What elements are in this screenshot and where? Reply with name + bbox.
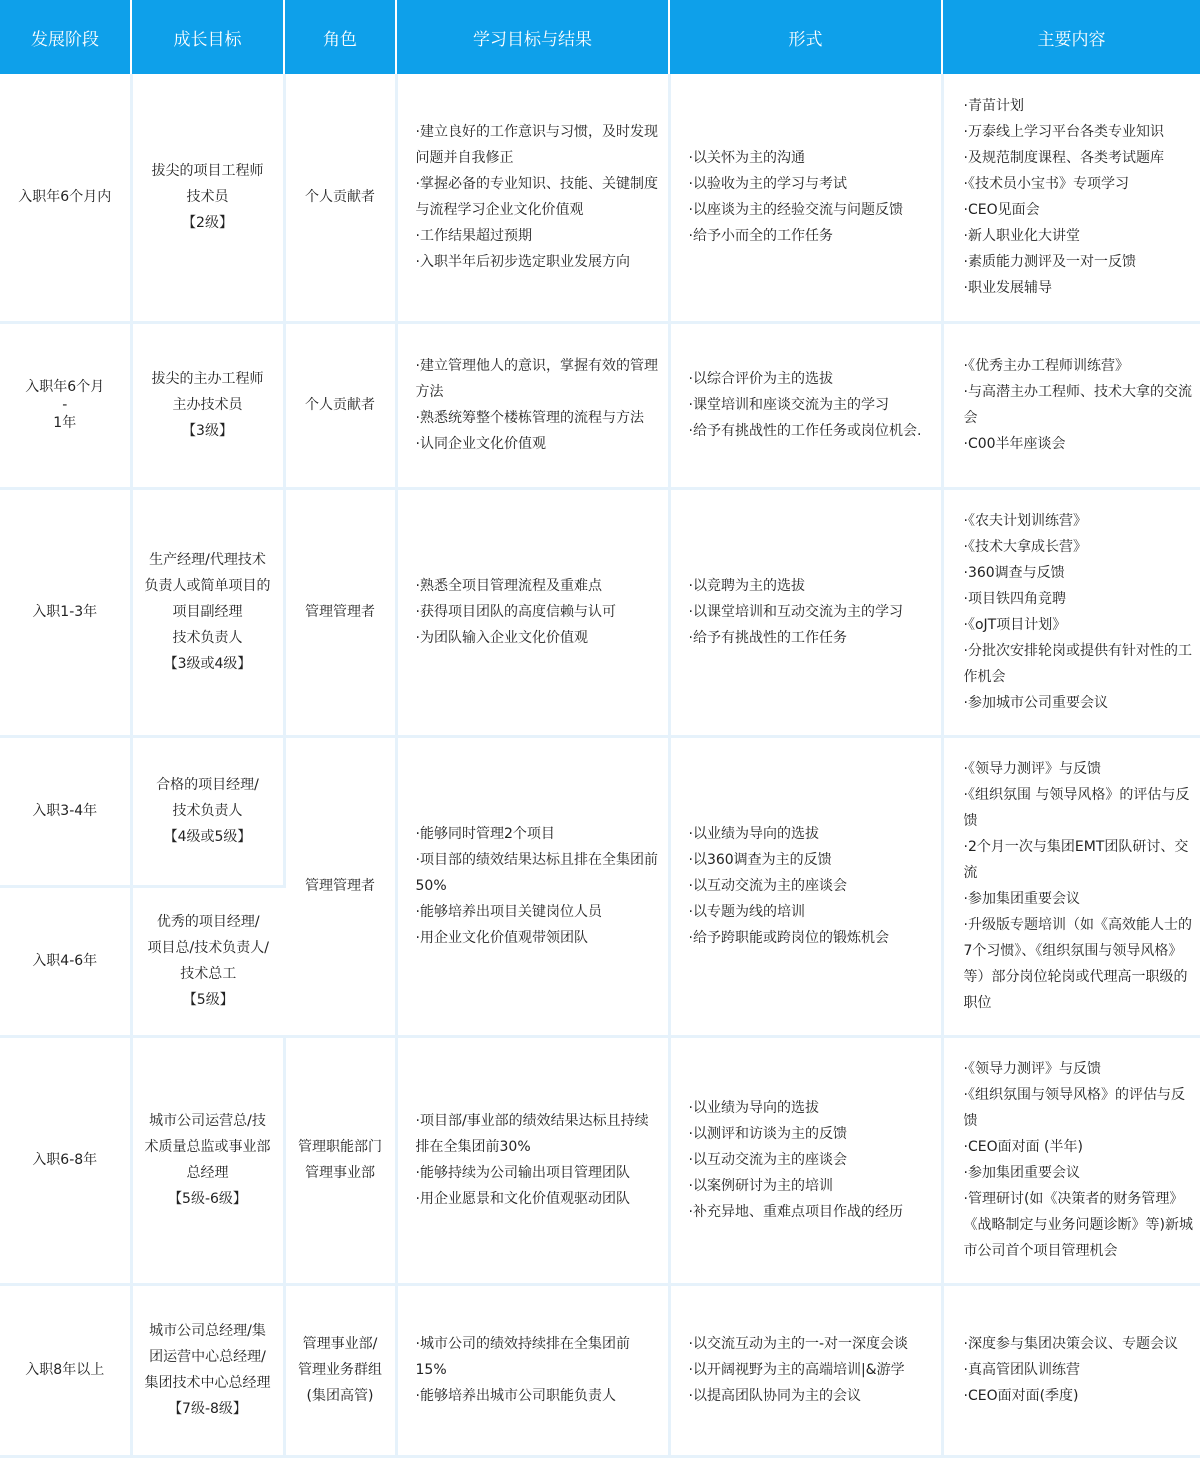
format-item: ·以关怀为主的沟通 [688,150,805,167]
goal-line: 【2级】 [182,215,233,232]
goal-cell [131,488,284,736]
goal-cell [131,1036,284,1284]
format-item: ·以业绩为导向的选拔 [688,1100,819,1116]
goal-line: 城市公司运营总/技 [149,1113,266,1129]
format-item: ·以座谈为主的经验交流与问题反馈 [688,202,903,219]
format-item: ·以提高团队协同为主的会议 [688,1388,861,1404]
goal-line: 合格的项目经理/ [156,777,259,793]
format-item: ·给予跨职能或跨岗位的锻炼机会 [688,930,889,946]
goal-line: 项目总/技术负责人/ [147,940,269,956]
header-role: 角色 [284,0,396,74]
goal-line: 技术员 [186,189,229,206]
format-item: ·以验收为主的学习与考试 [688,176,847,193]
role-line: 管理事业部/ [302,1336,378,1352]
content-item: ·万泰线上学习平台各类专业知识 [963,124,1164,141]
table-row [0,74,1200,322]
goal-cell [131,1284,284,1456]
goal-cell [131,74,284,322]
table-row [0,1284,1200,1456]
table-row [0,488,1200,736]
format-item: ·课堂培训和座谈交流为主的学习 [688,397,889,413]
objective-item: ·为团队输入企业文化价值观 [415,630,588,646]
content-item: ·《组织氛围与领导风格》的评估与反馈 [963,1087,1185,1129]
content-item: ·《农夫计划训练营》 [963,513,1087,529]
content-item: ·《优秀主办工程师训练营》 [963,358,1129,374]
format-item: ·以案例研讨为主的培训 [688,1178,833,1194]
goal-line: 城市公司总经理/集 [149,1323,266,1339]
format-item: ·以互动交流为主的座谈会 [688,878,847,894]
stage-cell [0,886,131,1036]
format-cell [669,1284,942,1456]
objectives-cell [396,1036,669,1284]
format-item: ·给予有挑战性的工作任务或岗位机会. [688,423,922,439]
objective-item: ·入职半年后初步选定职业发展方向 [415,254,630,271]
content-item: ·青苗计划 [963,98,1024,115]
stage-text: 入职1-3年 [32,604,98,620]
role-line: 管理职能部门 [298,1139,382,1155]
goal-cell [131,736,284,886]
objective-item: ·建立良好的工作意识与习惯，及时发现问题并自我修正 [415,124,658,167]
goal-line: 技术总工 [180,966,237,982]
format-item: ·以综合评价为主的选拔 [688,371,833,387]
content-item: ·素质能力测评及一对一反馈 [963,254,1136,271]
stage-text: 入职3-4年 [32,803,98,819]
format-cell [669,322,942,488]
role-line: 管理业务群组 [298,1362,382,1378]
format-item: ·给予有挑战性的工作任务 [688,630,847,646]
content-item: ·CEO面对面 (半年) [963,1139,1083,1155]
format-cell [669,1036,942,1284]
goal-line: 主办技术员 [172,397,243,413]
stage-cell [0,736,131,886]
content-item: ·参加集团重要会议 [963,1165,1080,1181]
content-item: ·《oJT项目计划》 [963,617,1067,633]
role-line: 管理管理者 [305,878,375,894]
stage-cell [0,1284,131,1456]
objective-item: ·城市公司的绩效持续排在全集团前15% [415,1336,630,1378]
header-objectives: 学习目标与结果 [396,0,669,74]
goal-line: 生产经理/代理技术 [149,552,266,568]
goal-line: 负责人或简单项目的 [144,578,271,594]
table-header-row [0,0,1200,74]
stage-text: 入职8年以上 [25,1362,105,1378]
content-item: ·分批次安排轮岗或提供有针对性的工作机会 [963,643,1192,685]
format-item: ·补充异地、重难点项目作战的经历 [688,1204,903,1220]
goal-line: 项目副经理 [172,604,243,620]
goal-line: 【7级-8级】 [168,1401,247,1417]
objective-item: ·工作结果超过预期 [415,228,532,245]
goal-line: 拔尖的主办工程师 [151,371,264,387]
goal-line: 【4级或5级】 [163,829,252,845]
goal-line: 团运营中心总经理/ [149,1349,266,1365]
content-item: ·与高潜主办工程师、技术大拿的交流会 [963,384,1192,426]
content-cell [942,1036,1200,1284]
objective-item: ·项目部/事业部的绩效结果达标且持续排在全集团前30% [415,1113,649,1155]
objectives-cell [396,1284,669,1456]
content-cell [942,736,1200,1036]
stage-text: - [62,397,68,413]
stage-text: 1年 [53,415,77,431]
header-format: 形式 [669,0,942,74]
format-item: ·给予小而全的工作任务 [688,228,833,245]
content-item: ·参加城市公司重要会议 [963,695,1108,711]
content-item: ·《领导力测评》与反馈 [963,1061,1101,1077]
role-cell [284,1284,396,1456]
format-item: ·以专题为线的培训 [688,904,805,920]
goal-line: 术质量总监或事业部 [144,1139,271,1155]
role-cell [284,736,396,1036]
goal-line: 集团技术中心总经理 [144,1375,271,1391]
objective-item: ·能够培养出城市公司职能负责人 [415,1388,616,1404]
objective-item: ·能够持续为公司输出项目管理团队 [415,1165,630,1181]
role-cell [284,488,396,736]
format-item: ·以开阔视野为主的高端培训|&游学 [688,1362,905,1378]
role-line: 个人贡献者 [305,189,375,206]
role-line: 个人贡献者 [305,397,375,413]
objective-item: ·掌握必备的专业知识、技能、关键制度与流程学习企业文化价值观 [415,176,658,219]
content-cell [942,322,1200,488]
header-content: 主要内容 [942,0,1200,74]
content-item: ·升级版专题培训（如《高效能人士的7个习惯》、《组织氛围与领导风格》等）部分岗位轮岗或代理高一职级的职位 [963,917,1192,1011]
objectives-cell [396,736,669,1036]
header-stage: 发展阶段 [0,0,131,74]
objective-item: ·项目部的绩效结果达标且排在全集团前50% [415,852,658,894]
goal-line: 技术负责人 [172,630,243,646]
content-item: ·360调查与反馈 [963,565,1065,581]
objective-item: ·熟悉统筹整个楼栋管理的流程与方法 [415,410,644,426]
content-item: ·深度参与集团决策会议、专题会议 [963,1336,1178,1352]
content-item: ·2个月一次与集团EMT团队研讨、交流 [963,839,1189,881]
stage-text: 入职年6个月内 [18,189,112,206]
content-item: ·《技术大拿成长营》 [963,539,1087,555]
format-item: ·以课堂培训和互动交流为主的学习 [688,604,903,620]
goal-line: 拔尖的项目工程师 [151,163,264,180]
content-item: ·职业发展辅导 [963,280,1052,297]
role-cell [284,1036,396,1284]
format-item: ·以竞聘为主的选拔 [688,578,805,594]
content-item: ·C00半年座谈会 [963,436,1066,452]
content-cell [942,488,1200,736]
header-goal: 成长目标 [131,0,284,74]
goal-cell [131,322,284,488]
goal-line: 【3级或4级】 [163,656,252,672]
content-item: ·项目铁四角竞聘 [963,591,1066,607]
stage-cell [0,322,131,488]
objective-item: ·认同企业文化价值观 [415,436,546,452]
role-cell [284,74,396,322]
objective-item: ·获得项目团队的高度信赖与认可 [415,604,616,620]
content-item: ·CEO面对面(季度) [963,1388,1079,1404]
format-item: ·以测评和访谈为主的反馈 [688,1126,847,1142]
role-line: 管理事业部 [305,1165,375,1181]
content-item: ·管理研讨(如《决策者的财务管理》《战略制定与业务问题诊断》等)新城市公司首个项目管理机会 [963,1191,1193,1259]
role-line: 管理管理者 [305,604,375,620]
role-line: (集团高管) [306,1388,374,1404]
goal-line: 总经理 [186,1165,229,1181]
content-cell [942,1284,1200,1456]
objective-item: ·用企业愿景和文化价值观驱动团队 [415,1191,630,1207]
table-row [0,322,1200,488]
goal-line: 【5级-6级】 [168,1191,247,1207]
format-item: ·以互动交流为主的座谈会 [688,1152,847,1168]
objective-item: ·用企业文化价值观带领团队 [415,930,588,946]
goal-line: 【5级】 [182,992,234,1008]
goal-line: 【3级】 [182,423,233,439]
format-cell [669,736,942,1036]
stage-cell [0,74,131,322]
objective-item: ·能够同时管理2个项目 [415,826,555,842]
content-item: ·参加集团重要会议 [963,891,1080,907]
stage-text: 入职6-8年 [32,1152,98,1168]
content-item: ·《技术员小宝书》专项学习 [963,176,1129,193]
objectives-cell [396,74,669,322]
format-item: ·以360调查为主的反馈 [688,852,832,868]
goal-line: 技术负责人 [172,803,243,819]
format-cell [669,74,942,322]
objective-item: ·能够培养出项目关键岗位人员 [415,904,602,920]
content-cell [942,74,1200,322]
content-item: ·及规范制度课程、各类考试题库 [963,150,1164,167]
content-item: ·新人职业化大讲堂 [963,228,1080,245]
table-row [0,1036,1200,1284]
table-row [0,736,1200,886]
goal-cell [131,886,284,1036]
role-cell [284,322,396,488]
stage-cell [0,1036,131,1284]
objective-item: ·熟悉全项目管理流程及重难点 [415,578,602,594]
objective-item: ·建立管理他人的意识，掌握有效的管理方法 [415,358,658,400]
content-item: ·《组织氛围 与领导风格》的评估与反馈 [963,787,1190,829]
content-item: ·真高管团队训练营 [963,1362,1080,1378]
objectives-cell [396,488,669,736]
stage-text: 入职年6个月 [25,379,105,395]
format-item: ·以交流互动为主的一-对一深度会谈 [688,1336,909,1352]
content-item: ·CEO见面会 [963,202,1040,219]
format-item: ·以业绩为导向的选拔 [688,826,819,842]
objectives-cell [396,322,669,488]
format-cell [669,488,942,736]
goal-line: 优秀的项目经理/ [156,914,260,930]
stage-cell [0,488,131,736]
content-item: ·《领导力测评》与反馈 [963,761,1101,777]
stage-text: 入职4-6年 [32,953,98,969]
